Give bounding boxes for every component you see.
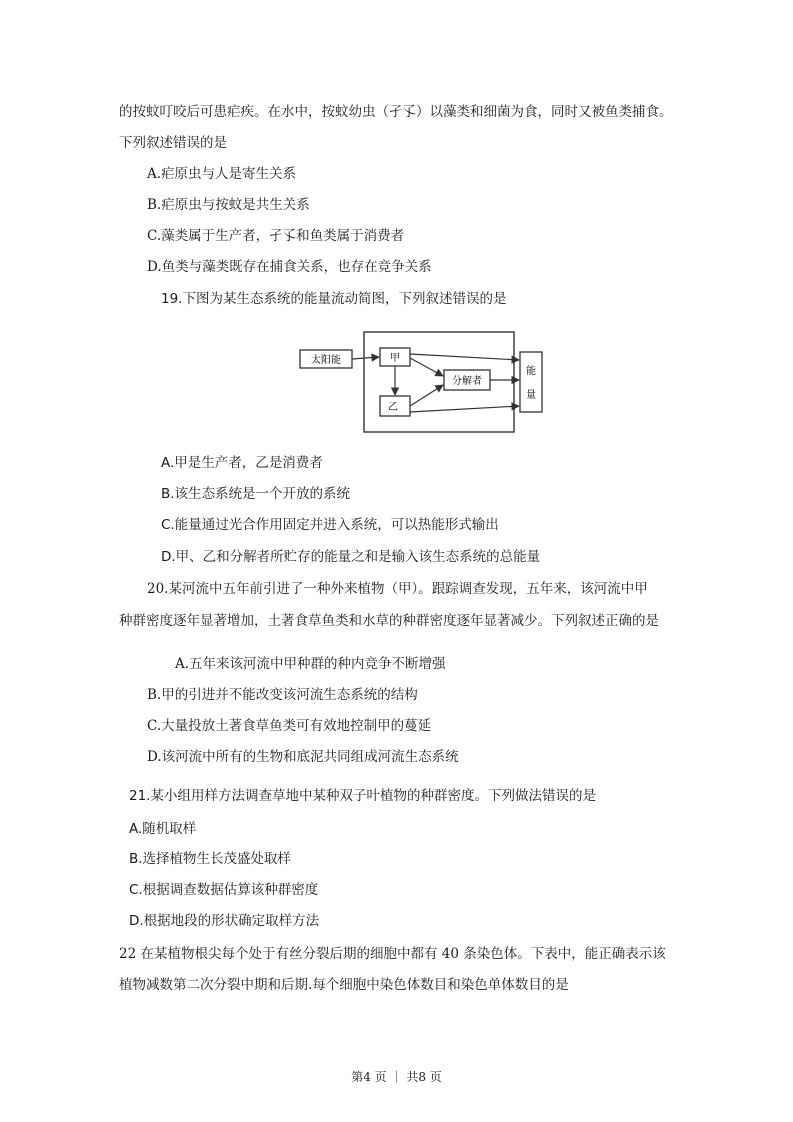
sun-label: 太阳能 xyxy=(311,355,341,366)
q18-stem-line2: 下列叙述错误的是 xyxy=(119,135,227,151)
q21-option-b: B.选择植物生长茂盛处取样 xyxy=(129,851,292,867)
q20-option-d: D.该河流中所有的生物和底泥共同组成河流生态系统 xyxy=(147,749,459,765)
q19-option-a: A.甲是生产者，乙是消费者 xyxy=(161,455,323,471)
q18-option-a: A.疟原虫与人是寄生关系 xyxy=(147,166,297,182)
q20-stem-line2: 种群密度逐年显著增加，土著食草鱼类和水草的种群密度逐年显著减少。下列叙述正确的是 xyxy=(119,613,659,629)
q19-option-b: B.该生态系统是一个开放的系统 xyxy=(161,486,351,502)
q20-option-a: A.五年来该河流中甲种群的种内竞争不断增强 xyxy=(175,656,446,672)
page-footer: 第4 页 ｜ 共8 页 xyxy=(351,1070,442,1084)
arrow-yi-energy xyxy=(410,406,519,412)
arrow-sun-jia xyxy=(352,357,379,359)
arrow-jia-decomposer xyxy=(410,358,443,376)
q20-option-c: C.大量投放土著食草鱼类可有效地控制甲的蔓延 xyxy=(147,718,432,734)
q18-option-b: B.疟原虫与按蚊是共生关系 xyxy=(147,197,310,213)
arrow-jia-energy xyxy=(410,354,519,360)
q22-stem-line2: 植物减数第二次分裂中期和后期.每个细胞中染色体数目和染色单体数目的是 xyxy=(119,977,569,993)
q21-option-c: C.根据调查数据估算该种群密度 xyxy=(129,882,319,898)
q21-option-a: A.随机取样 xyxy=(129,821,197,837)
q20-option-b: B.甲的引进并不能改变该河流生态系统的结构 xyxy=(147,687,418,703)
q19-stem: 19.下图为某生态系统的能量流动简图，下列叙述错误的是 xyxy=(161,291,507,307)
ecosystem-boundary xyxy=(364,332,514,432)
arrow-yi-decomposer xyxy=(410,385,443,406)
q21-option-d: D.根据地段的形状确定取样方法 xyxy=(129,913,320,929)
q18-option-d: D.鱼类与藻类既存在捕食关系，也存在竞争关系 xyxy=(147,259,432,275)
jia-label: 甲 xyxy=(390,353,400,364)
energy-label-bottom: 量 xyxy=(526,390,536,401)
q19-option-c: C.能量通过光合作用固定并进入系统，可以热能形式输出 xyxy=(161,517,499,533)
yi-label: 乙 xyxy=(388,402,398,413)
decomposer-label: 分解者 xyxy=(452,376,482,387)
q19-option-d: D.甲、乙和分解者所贮存的能量之和是输入该生态系统的总能量 xyxy=(161,549,541,565)
q18-stem-line1: 的按蚊叮咬后可患疟疾。在水中，按蚊幼虫（孑孓）以藻类和细菌为食，同时又被鱼类捕食。 xyxy=(119,104,673,120)
energy-box xyxy=(520,352,542,412)
energy-flow-diagram xyxy=(296,330,558,436)
q20-stem-line1: 20.某河流中五年前引进了一种外来植物（甲）。跟踪调查发现，五年来，该河流中甲 xyxy=(147,581,648,597)
q22-stem-line1: 22 在某植物根尖每个处于有丝分裂后期的细胞中都有 40 条染色体。下表中，能正确表示该 xyxy=(119,946,666,962)
energy-label-top: 能 xyxy=(526,366,536,377)
q21-stem: 21.某小组用样方法调查草地中某种双子叶植物的种群密度。下列做法错误的是 xyxy=(129,788,596,804)
q18-option-c: C.藻类属于生产者，孑孓和鱼类属于消费者 xyxy=(147,228,405,244)
